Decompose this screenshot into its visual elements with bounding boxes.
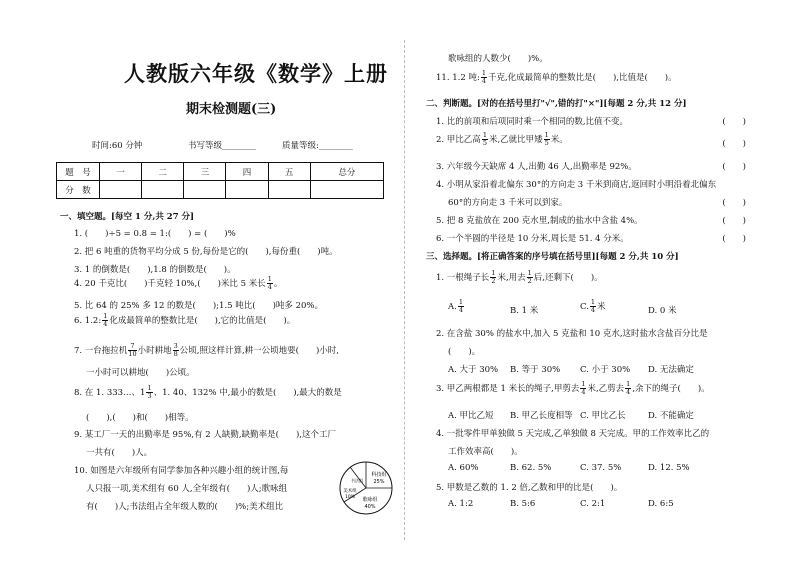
table-cell: 五: [268, 163, 310, 181]
question-3: 3. 1 的倒数是( ),1.8 的倒数是( )。: [74, 265, 236, 275]
choice-1-option-c[interactable]: C. $\frac{1}{4}$ 米: [580, 298, 606, 314]
question-text: 化成最简单的整数比是( ),它的比值是( )。: [109, 316, 296, 326]
score-cell[interactable]: [142, 181, 184, 199]
choice-1-option-d[interactable]: D. 0 米: [648, 306, 677, 316]
writing-grade: 书写等级________: [188, 141, 257, 151]
judge-1: 1. 比的前项和后项同时乘一个相同的数,比值不变。: [436, 117, 629, 127]
question-text: 3. 甲乙两根都是 1 米长的绳子,甲剪去: [436, 384, 580, 394]
choice-4-option-b[interactable]: B. 62. 5%: [510, 463, 552, 473]
pie-label-technology: 科技组: [371, 472, 387, 478]
question-11: [436, 70, 677, 85]
question-5: 5. 比 64 的 25% 多 12 的数是( );1.5 吨比( )吨多 20%。: [74, 301, 323, 311]
fraction: $\frac{1}{4}$: [267, 275, 272, 291]
fraction: $\frac{1}{3}$: [147, 384, 152, 400]
judge-5: 5. 把 8 克盐放在 200 克水里,制成的盐水中含盐 4%。: [436, 216, 643, 226]
fraction: $\frac{1}{2}$: [491, 269, 496, 285]
fraction: $\frac{1}{4}$: [581, 380, 586, 396]
question-2: 2. 把 6 吨重的货物平均分成 5 份,每份是它的( ),每份重( )吨。: [74, 247, 338, 257]
section-1-heading: 一、填空题。[每空 1 分,共 27 分]: [60, 212, 195, 222]
table-cell: 题 号: [57, 163, 100, 181]
question-9: 9. 某工厂一天的出勤率是 95%,有 2 人缺勤,缺勤率是( ),这个工厂: [74, 430, 336, 440]
section-2-heading: 二、判断题。[对的在括号里打"√",错的打"×"][每题 2 分,共 12 分]: [426, 99, 687, 109]
question-text: 小时耕地: [137, 346, 172, 356]
judge-3: 3. 六年级今天缺席 4 人,出勤 46 人,出勤率是 92%。: [436, 162, 637, 172]
fraction: $\frac{7}{10}$: [128, 342, 137, 358]
table-cell: 二: [142, 163, 184, 181]
choice-5-option-c[interactable]: C. 2:1: [580, 499, 606, 509]
question-text: 千克,化成最简单的整数比是( ),比值是( )。: [487, 73, 677, 83]
choice-3-option-a[interactable]: A. 甲比乙短: [448, 411, 494, 421]
question-text: 11. 1.2 吨:: [436, 73, 480, 83]
judge-6: 6. 一个半圆的半径是 10 分米,周长是 51. 4 分米。: [436, 234, 629, 244]
choice-5: 5. 甲数是乙数的 1. 2 倍,乙数和甲的比是( )。: [436, 483, 623, 493]
fraction: $\frac{1}{5}$: [482, 131, 487, 147]
table-cell: 分 数: [57, 181, 100, 199]
question-10-line-4: 歌咏组的人数少( )%。: [448, 54, 548, 64]
score-cell[interactable]: [310, 181, 383, 199]
score-cell[interactable]: [100, 181, 142, 199]
choice-4-option-c[interactable]: C. 37. 5%: [580, 463, 622, 473]
question-8-line-2: ( ),( )和( )相等。: [86, 413, 194, 423]
answer-paren[interactable]: ( ): [722, 117, 746, 127]
choice-5-option-b[interactable]: B. 5:6: [510, 499, 536, 509]
page-divider: [404, 40, 405, 540]
answer-paren[interactable]: ( ): [722, 162, 746, 172]
choice-3-option-c[interactable]: C. 甲比乙长: [580, 411, 626, 421]
question-4: [74, 276, 282, 291]
question-6: [74, 313, 295, 328]
question-text: 4. 20 千克比( )千克轻 10%,( )米比 5 米长: [74, 279, 266, 289]
answer-paren[interactable]: ( ): [722, 198, 746, 208]
answer-paren[interactable]: ( ): [722, 216, 746, 226]
choice-3-option-b[interactable]: B. 甲乙长度相等: [510, 411, 573, 421]
judge-4: 4. 小明从家沿着北偏东 30°的方向走 3 千米到商店,返回时小明沿着北偏东: [436, 180, 717, 190]
question-text: 米,乙剪去: [587, 384, 625, 394]
question-text: 米,用去: [497, 273, 526, 283]
question-8: [74, 385, 342, 400]
question-text: 8. 在 1. 333…、1: [74, 388, 146, 398]
score-cell[interactable]: [226, 181, 268, 199]
answer-paren[interactable]: ( ): [722, 139, 746, 149]
answer-paren[interactable]: ( ): [722, 234, 746, 244]
score-table: [56, 162, 384, 199]
question-text: 、1. 40、132% 中,最小的数是( ),最大的数是: [153, 388, 342, 398]
choice-2-option-d[interactable]: D. 无法确定: [648, 365, 694, 375]
fraction: $\frac{1}{4}$: [458, 298, 463, 314]
fraction: $\frac{1}{4}$: [626, 380, 631, 396]
question-9-line-2: 一共有( )人。: [86, 448, 153, 458]
choice-5-option-a[interactable]: A. 1:2: [448, 499, 474, 509]
choice-5-option-d[interactable]: D. 6:5: [648, 499, 674, 509]
exam-time: 时间:60 分钟: [92, 141, 143, 151]
fraction: $\frac{1}{4}$: [590, 298, 596, 314]
score-table-header-row: [57, 163, 384, 181]
pie-value-art: 10%: [344, 495, 356, 500]
page-title: 人教版六年级《数学》上册: [124, 61, 388, 86]
page-subtitle: 期末检测题(三): [186, 102, 277, 117]
quality-grade: 质量等级:________: [282, 141, 353, 151]
choice-2-option-a[interactable]: A. 大于 30%: [448, 365, 499, 375]
question-text: 。: [273, 279, 283, 289]
choice-4-option-a[interactable]: A. 60%: [448, 463, 479, 473]
table-cell: 总分: [310, 163, 383, 181]
choice-3-option-d[interactable]: D. 不能确定: [648, 411, 694, 421]
choice-2: 2. 在含盐 30% 的盐水中,加入 5 克盐和 10 克水,这时盐水含盐百分比是: [436, 329, 708, 339]
pie-label-art: 美术组: [343, 489, 357, 494]
choice-4-option-d[interactable]: D. 12. 5%: [648, 463, 690, 473]
question-text: 7. 一台拖拉机: [74, 346, 128, 356]
question-10-line-2: 人只报一项,美术组有 60 人,全年级有( )人;歌咏组: [86, 484, 288, 494]
choice-2-option-b[interactable]: B. 等于 30%: [510, 365, 561, 375]
choice-1-option-a[interactable]: A. $\frac{1}{4}$: [448, 298, 463, 314]
section-3-heading: 三、选择题。[将正确答案的序号填在括号里][每题 2 分,共 10 分]: [426, 252, 679, 262]
table-cell: 一: [100, 163, 142, 181]
question-text: 1. 一根绳子长: [436, 273, 490, 283]
question-text: 米,乙就比甲矮: [488, 135, 543, 145]
question-10-line-3: 有( )人;书法组占全年级人数的( )%;美术组比: [86, 502, 284, 512]
choice-1-option-b[interactable]: B. 1 米: [510, 306, 539, 316]
choice-2-option-c[interactable]: C. 小于 30%: [580, 365, 631, 375]
score-table-score-row: [57, 181, 384, 199]
question-text: 后,还剩下( )。: [533, 273, 603, 283]
score-cell[interactable]: [184, 181, 226, 199]
score-cell[interactable]: [268, 181, 310, 199]
choice-3: [436, 381, 710, 396]
choice-4: 4. 一批零件甲单独做 5 天完成,乙单独做 8 天完成。甲的工作效率比乙的: [436, 429, 710, 439]
pie-label-chorus: 歌咏组: [362, 497, 378, 503]
pie-value-technology: 25%: [373, 479, 385, 485]
question-10: 10. 如图是六年级所有同学参加各种兴趣小组的统计图,每: [74, 466, 289, 476]
question-text: 2. 甲比乙高: [436, 135, 481, 145]
fraction: $\frac{1}{4}$: [103, 312, 108, 328]
pie-value-chorus: 40%: [364, 504, 376, 510]
fraction: $\frac{1}{2}$: [527, 269, 532, 285]
question-text: 6. 1.2:: [74, 316, 102, 326]
question-7: [74, 343, 339, 358]
question-text: 公顷,照这样计算,耕一公顷地要( )小时,: [179, 346, 339, 356]
fraction: $\frac{1}{4}$: [481, 69, 486, 85]
fraction: $\frac{3}{8}$: [173, 342, 178, 358]
interest-group-pie-chart: [338, 458, 394, 518]
judge-4-line-2: 60°的方向走 3 千米可以到家。: [448, 198, 568, 208]
question-1: 1. ( )÷5 = 0.8 = 1:( ) = ( )%: [74, 229, 236, 239]
pie-label-calligraphy: 书法组: [351, 478, 363, 483]
question-text: 米。: [550, 135, 568, 145]
choice-4-line-2: 工作效率高( )。: [448, 447, 523, 457]
fraction: $\frac{1}{5}$: [544, 131, 549, 147]
question-text: ,余下的绳子( )。: [632, 384, 710, 394]
choice-1: [436, 270, 603, 285]
table-cell: 三: [184, 163, 226, 181]
judge-2: [436, 132, 568, 147]
table-cell: 四: [226, 163, 268, 181]
question-7-line-2: 一小时可以耕地( )公顷。: [86, 368, 195, 378]
choice-2-line-2: ( )。: [448, 347, 481, 357]
